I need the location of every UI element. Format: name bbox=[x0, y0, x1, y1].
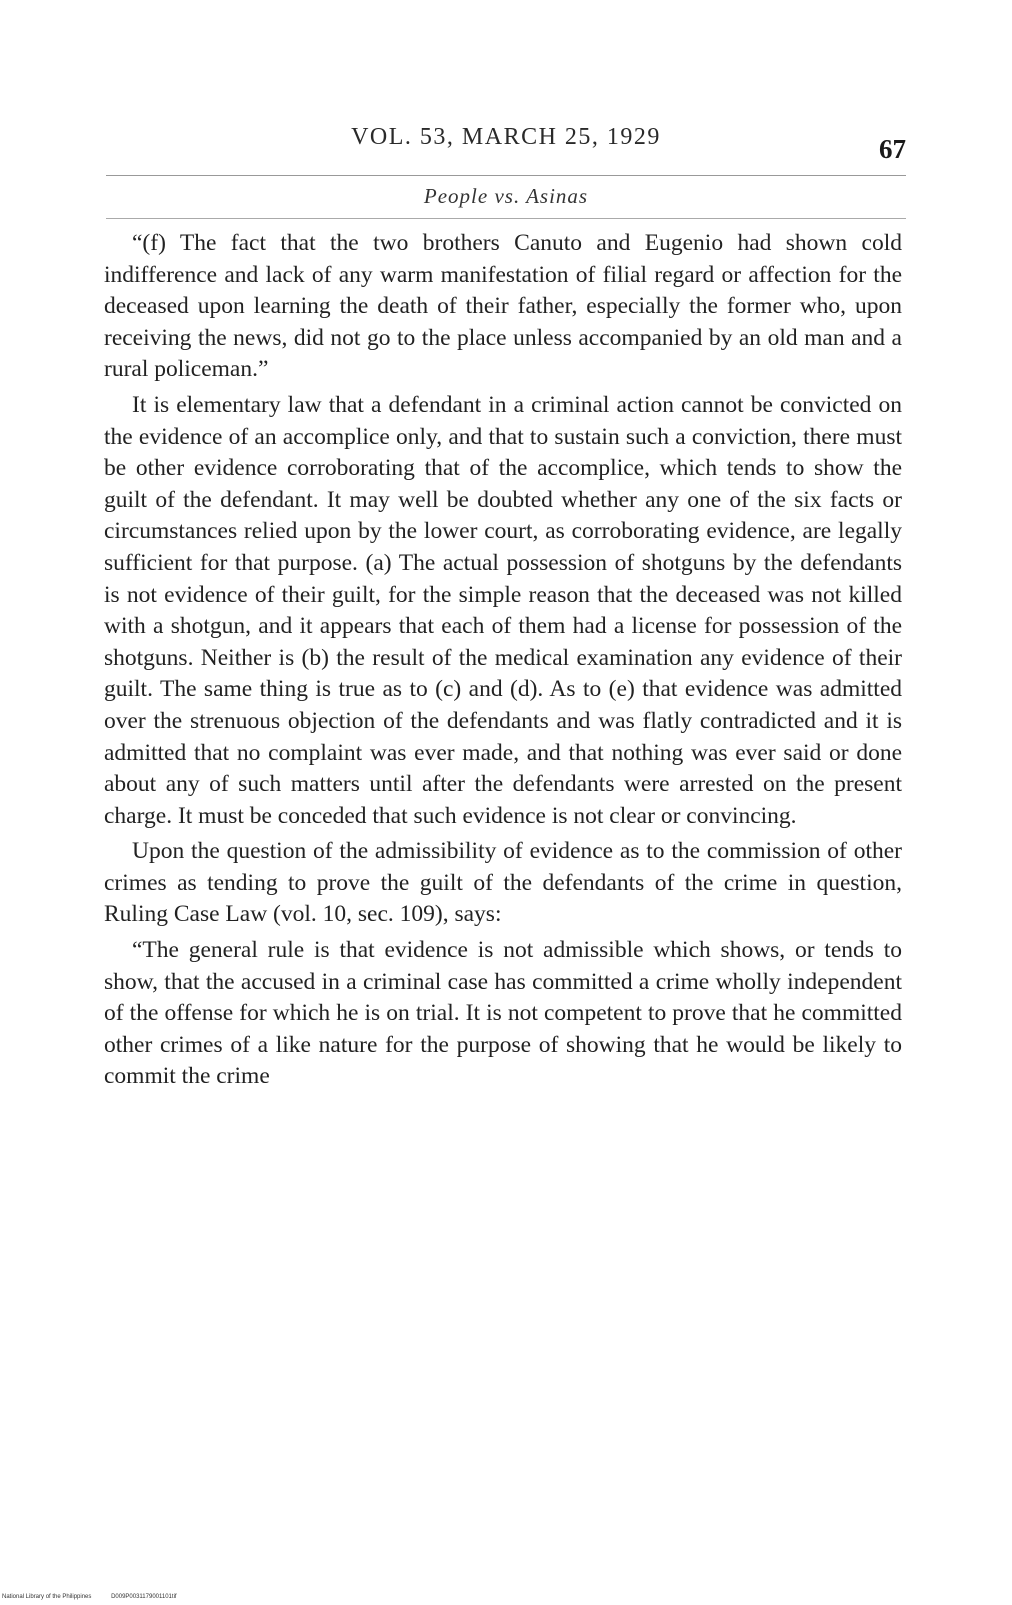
scan-footer bbox=[2, 1594, 195, 1600]
case-title: People vs. Asinas bbox=[423, 184, 589, 208]
body-text bbox=[104, 228, 902, 1097]
header-rule-top bbox=[106, 175, 906, 176]
volume-date-line: VOL. 53, MARCH 25, 1929 bbox=[351, 124, 661, 150]
footer-document-id: D009P0031179001101tif bbox=[111, 1594, 177, 1600]
running-head bbox=[106, 124, 906, 164]
paragraph-admissibility-question: Upon the question of the admissibility of evidence as to the commission of other crimes as tending to prove the guilt of the defendants of the crime in question, Ruling Case Law (vol. 10, sec. 109), says: bbox=[104, 838, 902, 928]
paragraph-general-rule-quote: “The general rule is that evidence is not admissible which shows, or tends to show, that the accused in a criminal case has committed a crime wholly independent of the offense for which he is on trial. It is not competent to prove that he committed other crimes of a like nature for the purpose of showing that he would be likely to commit the crime bbox=[104, 937, 902, 1090]
footer-library: National Library of the Philippines bbox=[2, 1594, 92, 1600]
paragraph-quoted-fact-f: “(f) The fact that the two brothers Canuto and Eugenio had shown cold indifference and lack of any warm manifestation of filial regard or affection for the deceased upon learning the death of their father, especially the former who, upon receiving the news, did not go to the place unless accompanied by an old man and a rural policeman.” bbox=[104, 230, 902, 383]
header-rule-bottom bbox=[106, 218, 906, 219]
paragraph-accomplice-evidence: It is elementary law that a defendant in a criminal action cannot be convicted on the evidence of an accomplice only, and that to sustain such a conviction, there must be other evidence corroborating that of the accomplice, which tends to show the guilt of the defendant. It may well be doubted whether any one of the six facts or circumstances relied upon by the lower court, as corroborating evidence, are legally sufficient for that purpose. (a) The actual possession of shotguns by the defendants is not evidence of their guilt, for the simple reason that the deceased was not killed with a shotgun, and it appears that each of them had a license for possession of the shotguns. Neither is (b) the result of the medical examination any evidence of their guilt. The same thing is true as to (c) and (d). As to (e) that evidence was admitted over the strenuous objection of the defendants and was flatly contradicted and it is admitted that no complaint was ever made, and that nothing was ever said or done about any of such matters until after the defendants were arrested on the present charge. It must be conceded that such evidence is not clear or convincing. bbox=[104, 391, 902, 829]
page-number: 67 bbox=[879, 134, 906, 164]
